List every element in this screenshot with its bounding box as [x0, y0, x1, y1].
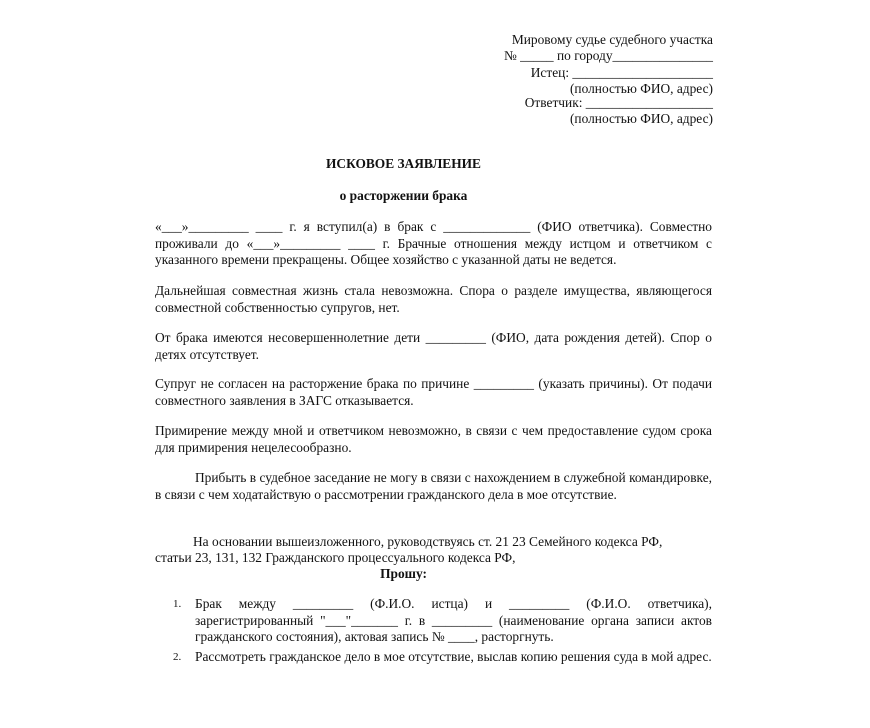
defendant-hint: (полностью ФИО, адрес)	[569, 111, 713, 126]
paragraph-marriage: «___»_________ ____ г. я вступил(а) в брак с _____________ (ФИО ответчика). Совместно проживали до «___»_________ ____ г. Брачные отношения между истцом и ответчиком с указанного времени прекращены. Общее хозяйство с указанной даты не ведется.	[155, 219, 712, 267]
list-item	[155, 596, 712, 646]
court-district: № _____ по городу_______________	[504, 48, 713, 63]
list-item-text: Брак между _________ (Ф.И.О. истца) и _________ (Ф.И.О. ответчика), зарегистрированный "___"_______ г. в _________ (наименование органа записи актов гражданского состояния), актовая запись № ____, расторгнуть.	[195, 596, 712, 644]
defendant-field: Ответчик: ___________________	[524, 95, 713, 110]
paragraph-reconciliation: Примирение между мной и ответчиком невозможно, в связи с чем предоставление судом срока для примирения нецелесообразно.	[155, 423, 712, 455]
plaintiff-hint: (полностью ФИО, адрес)	[569, 81, 713, 96]
document-title: ИСКОВОЕ ЗАЯВЛЕНИЕ	[325, 156, 481, 171]
list-item	[155, 649, 712, 666]
list-item-text: Рассмотреть гражданское дело в мое отсутствие, выслав копию решения суда в мой адрес.	[195, 648, 712, 664]
list-item-number: 1.	[173, 598, 182, 610]
request-title: Прошу:	[380, 566, 427, 581]
court-name: Мировому судье судебного участка	[511, 32, 713, 47]
request-list	[155, 596, 712, 668]
paragraph-children: От брака имеются несовершеннолетние дети _________ (ФИО, дата рождения детей). Спор о детях отсутствует.	[155, 330, 712, 362]
list-item-number: 2.	[173, 650, 182, 663]
paragraph-absence: Прибыть в судебное заседание не могу в связи с нахождением в служебной командировке, в связи с чем ходатайствую о рассмотрении гражданского дела в мое отсутствие.	[155, 470, 712, 502]
paragraph-disagreement: Супруг не согласен на расторжение брака по причине _________ (указать причины). От подачи совместного заявления в ЗАГС отказывается.	[155, 376, 712, 408]
basis-line-1: На основании вышеизложенного, руководствуясь ст. 21 23 Семейного кодекса РФ,	[193, 534, 663, 549]
paragraph-property: Дальнейшая совместная жизнь стала невозможна. Спора о разделе имущества, являющегося совместной собственностью супругов, нет.	[155, 283, 712, 315]
document-subtitle: о расторжении брака	[339, 188, 468, 203]
basis-line-2: статьи 23, 131, 132 Гражданского процессуального кодекса РФ,	[155, 550, 516, 565]
plaintiff-field: Истец: _____________________	[530, 65, 713, 80]
